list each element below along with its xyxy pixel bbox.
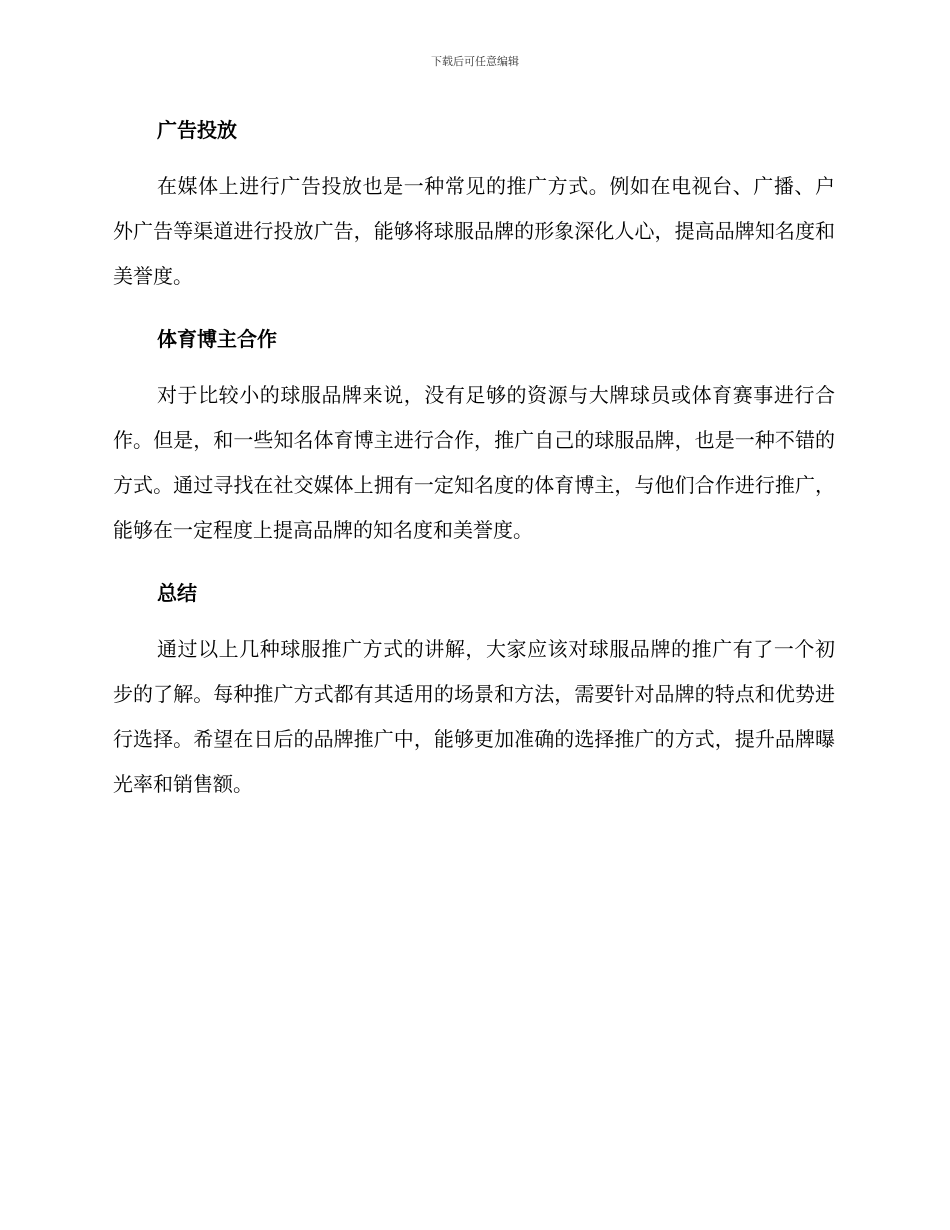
section-heading-ad-placement: 广告投放	[157, 118, 237, 142]
section-heading-summary: 总结	[157, 581, 197, 605]
document-body	[113, 110, 835, 807]
section-paragraph-ad-placement: 在媒体上进行广告投放也是一种常见的推广方式。例如在电视台、广播、户外广告等渠道进行投放广告，能够将球服品牌的形象深化人心，提高品牌知名度和美誉度。	[113, 174, 835, 288]
page-header: 下载后可任意编辑	[431, 55, 519, 68]
section-paragraph-blogger-cooperation: 对于比较小的球服品牌来说，没有足够的资源与大牌球员或体育赛事进行合作。但是，和一些知名体育博主进行合作，推广自己的球服品牌，也是一种不错的方式。通过寻找在社交媒体上拥有一定知名度的体育博主，与他们合作进行推广，能够在一定程度上提高品牌的知名度和美誉度。	[113, 383, 835, 542]
section-paragraph-summary: 通过以上几种球服推广方式的讲解，大家应该对球服品牌的推广有了一个初步的了解。每种推广方式都有其适用的场景和方法，需要针对品牌的特点和优势进行选择。希望在日后的品牌推广中，能够更加准确的选择推广的方式，提升品牌曝光率和销售额。	[113, 637, 835, 796]
section-heading-blogger-cooperation: 体育博主合作	[157, 327, 277, 351]
